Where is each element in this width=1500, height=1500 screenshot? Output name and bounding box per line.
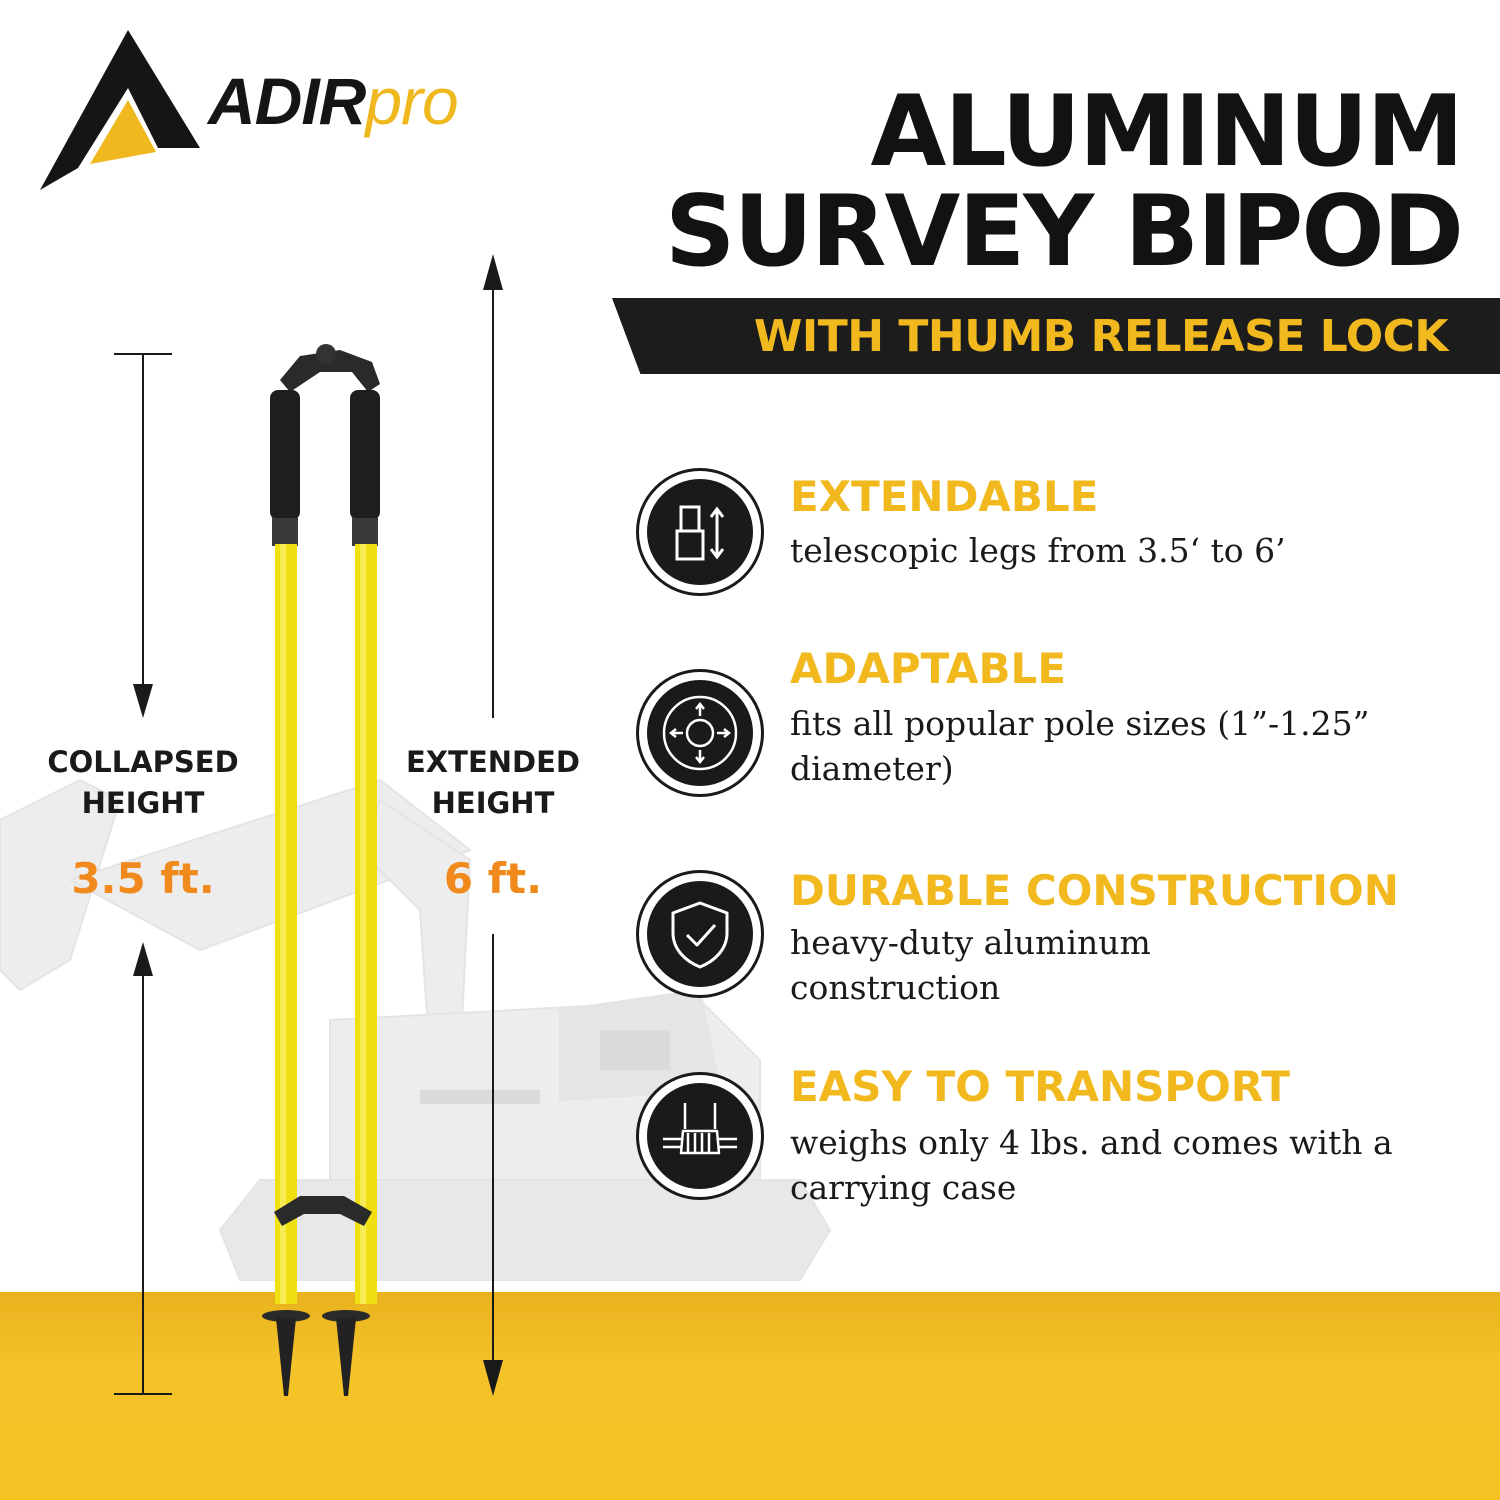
logo-pro-text: pro <box>365 64 458 138</box>
feature-desc-transport: weighs only 4 lbs. and comes with a carrying case <box>790 1123 1393 1207</box>
title-line-1: ALUMINUM <box>870 75 1462 189</box>
extended-height-value: 6 ft. <box>443 854 543 903</box>
feature-desc-adaptable: fits all popular pole sizes (1”-1.25” diameter) <box>790 704 1370 788</box>
feature-desc-durable: heavy-duty aluminum construction <box>790 923 1151 1007</box>
feature-title-extendable: EXTENDABLE <box>790 472 1099 521</box>
collapsed-height-label: COLLAPSED HEIGHT <box>47 745 239 820</box>
collapsed-height-value: 3.5 ft. <box>71 854 215 903</box>
extended-height-label: EXTENDED HEIGHT <box>406 745 580 820</box>
title-line-2: SURVEY BIPOD <box>664 175 1462 289</box>
feature-title-transport: EASY TO TRANSPORT <box>790 1062 1290 1111</box>
feature-title-adaptable: ADAPTABLE <box>790 644 1067 693</box>
feature-title-durable: DURABLE CONSTRUCTION <box>790 866 1399 915</box>
bipod-product <box>262 344 380 1396</box>
feature-desc-extendable: telescopic legs from 3.5‘ to 6’ <box>790 531 1286 570</box>
banner-text: WITH THUMB RELEASE LOCK <box>753 311 1448 362</box>
extended-height-line <box>483 254 503 1396</box>
logo-adir-text: ADIR <box>208 64 366 138</box>
